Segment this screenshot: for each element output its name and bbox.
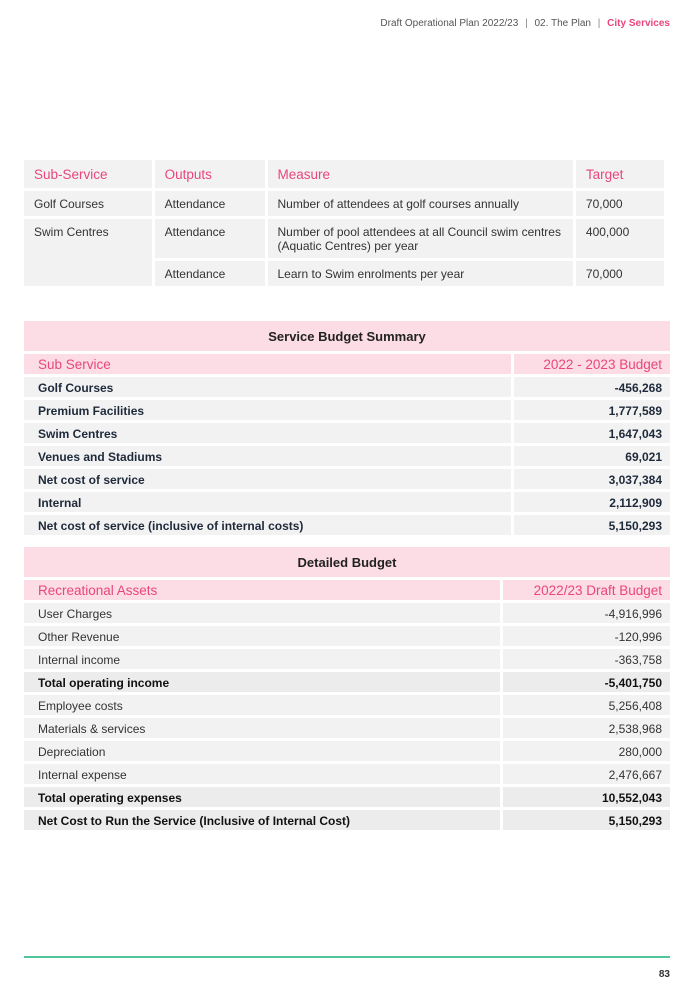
cell-sub-service: Golf Courses	[24, 191, 152, 216]
table-row	[24, 377, 670, 397]
table-row	[24, 787, 670, 807]
cell-output: Attendance	[155, 191, 265, 216]
table-row	[24, 400, 670, 420]
cell-target: 70,000	[576, 261, 664, 286]
page-header	[380, 18, 670, 29]
row-value: 1,777,589	[514, 400, 670, 420]
table-row	[24, 603, 670, 623]
col-header-draft-budget: 2022/23 Draft Budget	[503, 580, 670, 600]
row-label: Swim Centres	[24, 423, 511, 443]
table-row	[24, 515, 670, 535]
table-row	[24, 446, 670, 466]
service-budget-table	[24, 318, 670, 538]
header-doc-title: Draft Operational Plan 2022/23	[380, 18, 519, 29]
detailed-budget-table	[24, 544, 670, 833]
col-header-measure: Measure	[268, 160, 573, 188]
row-label: Premium Facilities	[24, 400, 511, 420]
row-value: 10,552,043	[503, 787, 670, 807]
row-label: Total operating income	[24, 672, 500, 692]
cell-target: 400,000	[576, 219, 664, 258]
outputs-header-row	[24, 160, 664, 188]
cell-measure: Learn to Swim enrolments per year	[268, 261, 573, 286]
row-value: 280,000	[503, 741, 670, 761]
cell-target: 70,000	[576, 191, 664, 216]
service-budget-title-row	[24, 321, 670, 351]
cell-measure: Number of attendees at golf courses annually	[268, 191, 573, 216]
cell-output: Attendance	[155, 261, 265, 286]
row-value: 3,037,384	[514, 469, 670, 489]
row-value: 2,112,909	[514, 492, 670, 512]
detailed-budget-title: Detailed Budget	[24, 547, 670, 577]
table-row	[24, 626, 670, 646]
row-value: -456,268	[514, 377, 670, 397]
row-value: 1,647,043	[514, 423, 670, 443]
cell-sub-service: Swim Centres	[24, 219, 152, 286]
row-value: -5,401,750	[503, 672, 670, 692]
table-row	[24, 492, 670, 512]
row-value: -4,916,996	[503, 603, 670, 623]
detailed-budget-title-row	[24, 547, 670, 577]
table-row	[24, 423, 670, 443]
row-value: -120,996	[503, 626, 670, 646]
col-header-sub-service: Sub Service	[24, 354, 511, 374]
row-label: Venues and Stadiums	[24, 446, 511, 466]
row-value: 69,021	[514, 446, 670, 466]
service-budget-header-row	[24, 354, 670, 374]
row-label: Net Cost to Run the Service (Inclusive of Internal Cost)	[24, 810, 500, 830]
row-label: Depreciation	[24, 741, 500, 761]
table-row	[24, 741, 670, 761]
table-row	[24, 191, 664, 216]
header-separator: |	[525, 18, 528, 29]
outputs-table	[21, 157, 667, 289]
col-header-sub-service: Sub-Service	[24, 160, 152, 188]
table-row	[24, 649, 670, 669]
row-label: Employee costs	[24, 695, 500, 715]
row-label: Other Revenue	[24, 626, 500, 646]
table-row	[24, 718, 670, 738]
col-header-recreational-assets: Recreational Assets	[24, 580, 500, 600]
header-accent: City Services	[607, 18, 670, 29]
table-row	[24, 695, 670, 715]
row-label: User Charges	[24, 603, 500, 623]
col-header-budget: 2022 - 2023 Budget	[514, 354, 670, 374]
footer-rule	[24, 956, 670, 958]
row-value: 5,150,293	[514, 515, 670, 535]
table-row	[24, 672, 670, 692]
detailed-budget-header-row	[24, 580, 670, 600]
row-value: 5,150,293	[503, 810, 670, 830]
row-label: Internal expense	[24, 764, 500, 784]
row-label: Materials & services	[24, 718, 500, 738]
cell-measure: Number of pool attendees at all Council swim centres (Aquatic Centres) per year	[268, 219, 573, 258]
table-row	[24, 810, 670, 830]
page-number: 83	[658, 969, 670, 980]
table-row	[24, 219, 664, 258]
table-row	[24, 469, 670, 489]
cell-output: Attendance	[155, 219, 265, 258]
row-value: -363,758	[503, 649, 670, 669]
table-row	[24, 764, 670, 784]
row-value: 2,538,968	[503, 718, 670, 738]
header-section: 02. The Plan	[534, 18, 591, 29]
row-value: 5,256,408	[503, 695, 670, 715]
row-label: Golf Courses	[24, 377, 511, 397]
service-budget-title: Service Budget Summary	[24, 321, 670, 351]
row-label: Total operating expenses	[24, 787, 500, 807]
row-label: Net cost of service (inclusive of internal costs)	[24, 515, 511, 535]
row-label: Internal	[24, 492, 511, 512]
row-label: Internal income	[24, 649, 500, 669]
row-value: 2,476,667	[503, 764, 670, 784]
col-header-outputs: Outputs	[155, 160, 265, 188]
col-header-target: Target	[576, 160, 664, 188]
header-separator: |	[597, 18, 601, 29]
row-label: Net cost of service	[24, 469, 511, 489]
